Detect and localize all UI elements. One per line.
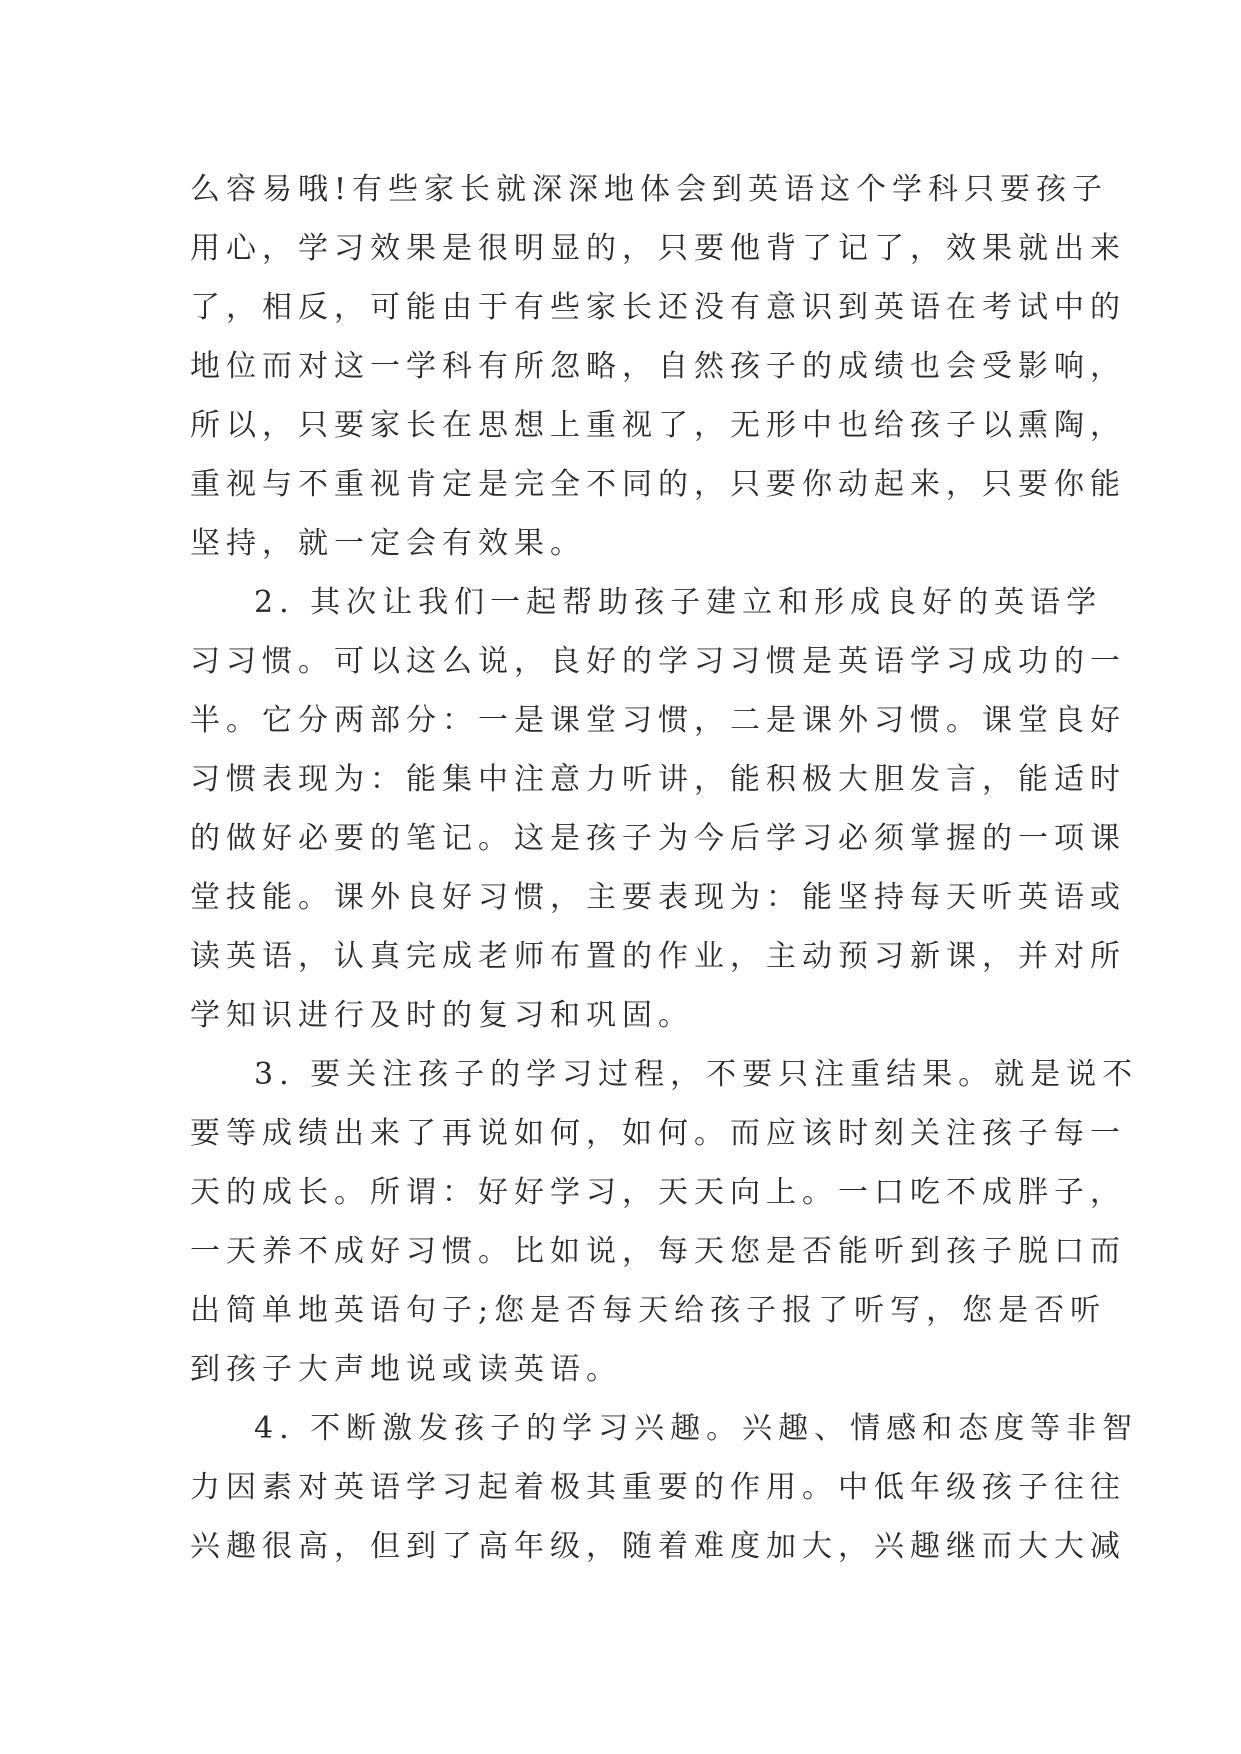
text-line: 重视与不重视肯定是完全不同的，只要你动起来，只要你能	[190, 467, 1126, 502]
text-line: 习惯表现为：能集中注意力听讲，能积极大胆发言，能适时	[190, 762, 1126, 797]
paragraph-start-line: 2. 其次让我们一起帮助孩子建立和形成良好的英语学	[254, 585, 1103, 620]
text-line: 学知识进行及时的复习和巩固。	[190, 998, 694, 1033]
paragraph-start-line: 4. 不断激发孩子的学习兴趣。兴趣、情感和态度等非智	[254, 1411, 1139, 1446]
body-text	[190, 160, 1139, 1576]
text-line: 力因素对英语学习起着极其重要的作用。中低年级孩子往往	[190, 1470, 1126, 1505]
text-line: 么容易哦!有些家长就深深地体会到英语这个学科只要孩子	[190, 172, 1109, 207]
text-line: 到孩子大声地说或读英语。	[190, 1352, 622, 1387]
text-line: 一天养不成好习惯。比如说，每天您是否能听到孩子脱口而	[190, 1234, 1126, 1269]
text-line: 习习惯。可以这么说，良好的学习习惯是英语学习成功的一	[190, 644, 1126, 679]
text-line: 出简单地英语句子;您是否每天给孩子报了听写，您是否听	[190, 1293, 1107, 1328]
text-line: 地位而对这一学科有所忽略，自然孩子的成绩也会受影响，	[190, 349, 1126, 384]
text-line: 天的成长。所谓：好好学习，天天向上。一口吃不成胖子，	[190, 1175, 1126, 1210]
paragraph-start-line: 3. 要关注孩子的学习过程，不要只注重结果。就是说不	[254, 1057, 1139, 1092]
text-line: 了，相反，可能由于有些家长还没有意识到英语在考试中的	[190, 290, 1126, 325]
text-line: 要等成绩出来了再说如何，如何。而应该时刻关注孩子每一	[190, 1116, 1126, 1151]
text-line: 所以，只要家长在思想上重视了，无形中也给孩子以熏陶，	[190, 408, 1126, 443]
text-line: 坚持，就一定会有效果。	[190, 526, 586, 561]
text-line: 用心，学习效果是很明显的，只要他背了记了，效果就出来	[190, 231, 1126, 266]
text-line: 兴趣很高，但到了高年级，随着难度加大，兴趣继而大大减	[190, 1529, 1126, 1564]
text-line: 的做好必要的笔记。这是孩子为今后学习必须掌握的一项课	[190, 821, 1126, 856]
text-line: 半。它分两部分：一是课堂习惯，二是课外习惯。课堂良好	[190, 703, 1126, 738]
text-line: 堂技能。课外良好习惯，主要表现为：能坚持每天听英语或	[190, 880, 1126, 915]
text-line: 读英语，认真完成老师布置的作业，主动预习新课，并对所	[190, 939, 1126, 974]
